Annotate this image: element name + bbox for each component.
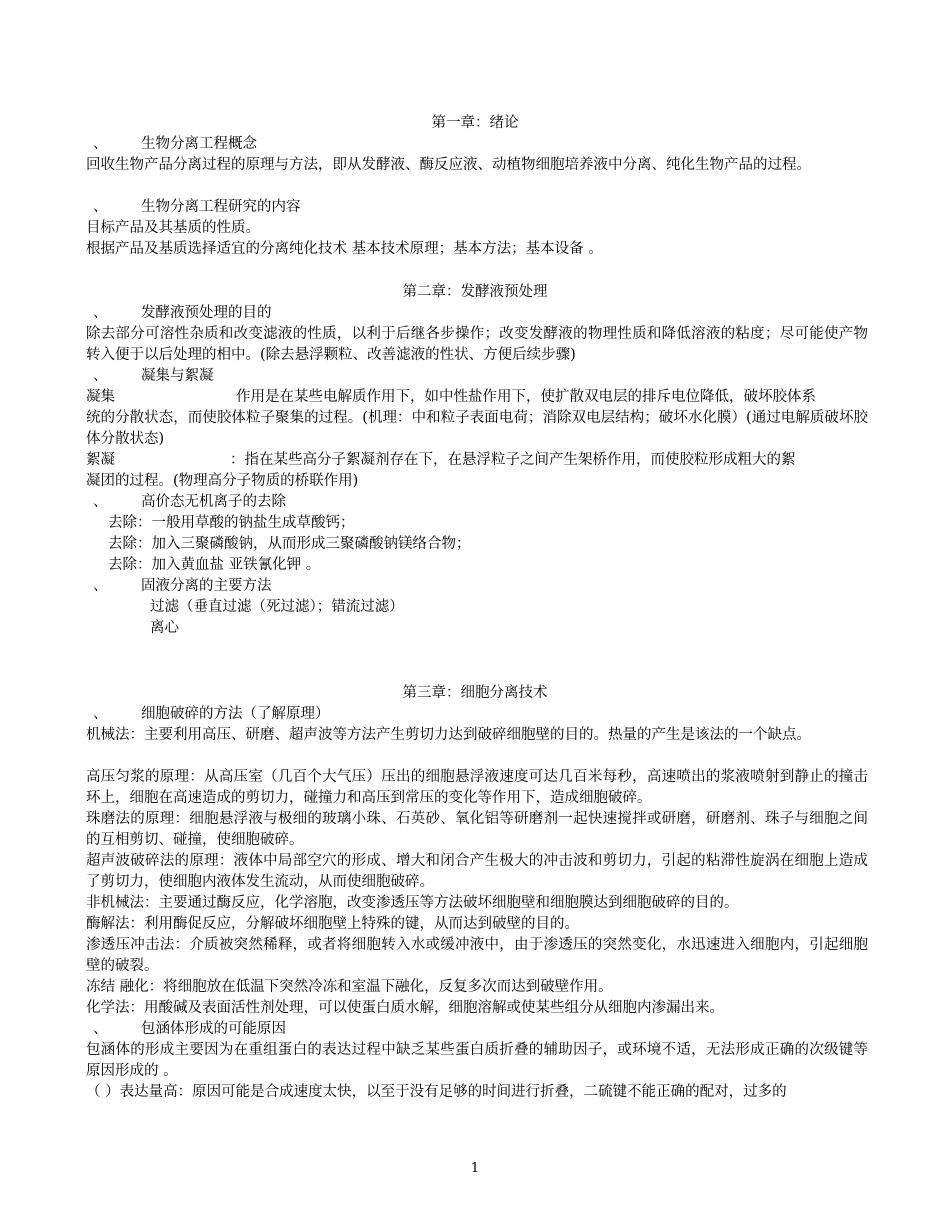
paragraph: 珠磨法的原理：细胞悬浮液与极细的玻璃小珠、石英砂、氧化铝等研磨剂一起快速搅拌或研磨，研磨剂、珠子与细胞之间的互相剪切、碰撞，使细胞破碎。 bbox=[86, 811, 868, 848]
paragraph: 化学法：用酸碱及表面活性剂处理，可以使蛋白质水解，细胞溶解或使某些组分从细胞内渗漏出来。 bbox=[86, 1000, 724, 1016]
section-number: 、 bbox=[93, 136, 108, 152]
term-label: 絮凝 bbox=[86, 452, 115, 468]
section-heading: 发酵液预处理的目的 bbox=[141, 305, 272, 321]
paragraph: 冻结 融化：将细胞放在低温下突然冷冻和室温下融化，反复多次而达到破壁作用。 bbox=[86, 979, 613, 995]
list-item: 离心 bbox=[150, 620, 179, 636]
paragraph: 目标产品及其基质的性质。 bbox=[86, 220, 260, 236]
list-item: 去除：加入黄血盐 亚铁氰化钾 。 bbox=[108, 557, 321, 573]
section-heading: 凝集与絮凝 bbox=[141, 368, 214, 384]
section-heading: 包涵体形成的可能原因 bbox=[141, 1021, 286, 1037]
paragraph: 酶解法：利用酶促反应，分解破坏细胞壁上特殊的键，从而达到破壁的目的。 bbox=[86, 916, 579, 932]
paragraph: 超声波破碎法的原理：液体中局部空穴的形成、增大和闭合产生极大的冲击波和剪切力，引起的粘滞性旋涡在细胞上造成了剪切力，使细胞内液体发生流动，从而使细胞破碎。 bbox=[86, 853, 868, 890]
list-item: 去除：一般用草酸的钠盐生成草酸钙； bbox=[108, 515, 355, 531]
paragraph: 机械法：主要利用高压、研磨、超声波等方法产生剪切力达到破碎细胞壁的目的。热量的产生是该法的一个缺点。 bbox=[86, 727, 811, 743]
section-number: 、 bbox=[93, 1021, 108, 1037]
section-heading: 细胞破碎的方法（了解原理） bbox=[141, 706, 330, 722]
chapter-3-title: 第三章：细胞分离技术 bbox=[402, 685, 548, 701]
list-item: 去除：加入三聚磷酸钠，从而形成三聚磷酸钠镁络合物； bbox=[108, 536, 471, 552]
section-number: 、 bbox=[93, 368, 108, 384]
paragraph: 统的分散状态，而使胶体粒子聚集的过程。(机理：中和粒子表面电荷；消除双电层结构；破坏水化膜）(通过电解质破坏胶体分散状态) bbox=[86, 410, 868, 447]
page-number: 1 bbox=[470, 1161, 480, 1176]
paragraph: 包涵体的形成主要因为在重组蛋白的表达过程中缺乏某些蛋白质折叠的辅助因子，或环境不适，无法形成正确的次级键等原因形成的 。 bbox=[86, 1042, 868, 1079]
section-number: 、 bbox=[93, 706, 108, 722]
paragraph: 凝团的过程。(物理高分子物质的桥联作用) bbox=[86, 473, 359, 489]
section-number: 、 bbox=[93, 494, 108, 510]
chapter-2-title: 第二章：发酵液预处理 bbox=[402, 284, 548, 300]
section-heading: 高价态无机离子的去除 bbox=[141, 494, 286, 510]
paragraph: 根据产品及基质选择适宜的分离纯化技术 基本技术原理；基本方法；基本设备 。 bbox=[86, 241, 603, 257]
paragraph: 回收生物产品分离过程的原理与方法，即从发酵液、酶反应液、动植物细胞培养液中分离、纯化生物产品的过程。 bbox=[86, 157, 811, 173]
list-item: 过滤（垂直过滤（死过滤）；错流过滤） bbox=[150, 599, 404, 615]
paragraph-line: （ ）表达量高：原因可能是合成速度太快，以至于没有足够的时间进行折叠，二硫键不能正确的配对，过多的 bbox=[86, 1084, 787, 1100]
section-heading: 固液分离的主要方法 bbox=[141, 578, 272, 594]
section-number: 、 bbox=[93, 199, 108, 215]
section-heading: 生物分离工程研究的内容 bbox=[141, 199, 301, 215]
section-heading: 生物分离工程概念 bbox=[141, 136, 257, 152]
section-number: 、 bbox=[93, 578, 108, 594]
chapter-1-title: 第一章：绪论 bbox=[431, 115, 519, 131]
paragraph: 渗透压冲击法：介质被突然稀释，或者将细胞转入水或缓冲液中，由于渗透压的突然变化，水迅速进入细胞内，引起细胞壁的破裂。 bbox=[86, 937, 868, 974]
section-number: 、 bbox=[93, 305, 108, 321]
paragraph: 高压匀浆的原理：从高压室（几百个大气压）压出的细胞悬浮液速度可达几百米每秒，高速喷出的浆液喷射到静止的撞击环上，细胞在高速造成的剪切力，碰撞力和高压到常压的变化等作用下，造成细胞破碎。 bbox=[86, 769, 868, 806]
paragraph-line: 作用是在某些电解质作用下，如中性盐作用下，使扩散双电层的排斥电位降低，破坏胶体系 bbox=[236, 389, 816, 405]
term-label: 凝集 bbox=[86, 389, 115, 405]
paragraph: 非机械法：主要通过酶反应，化学溶胞，改变渗透压等方法破坏细胞壁和细胞膜达到细胞破碎的目的。 bbox=[86, 895, 739, 911]
paragraph-line: ：指在某些高分子絮凝剂存在下，在悬浮粒子之间产生架桥作用，而使胶粒形成粗大的絮 bbox=[230, 452, 796, 468]
paragraph: 除去部分可溶性杂质和改变滤液的性质，以利于后继各步操作；改变发酵液的物理性质和降低溶液的粘度；尽可能使产物转入便于以后处理的相中。(除去悬浮颗粒、改善滤液的性状、方便后续步骤) bbox=[86, 326, 868, 363]
